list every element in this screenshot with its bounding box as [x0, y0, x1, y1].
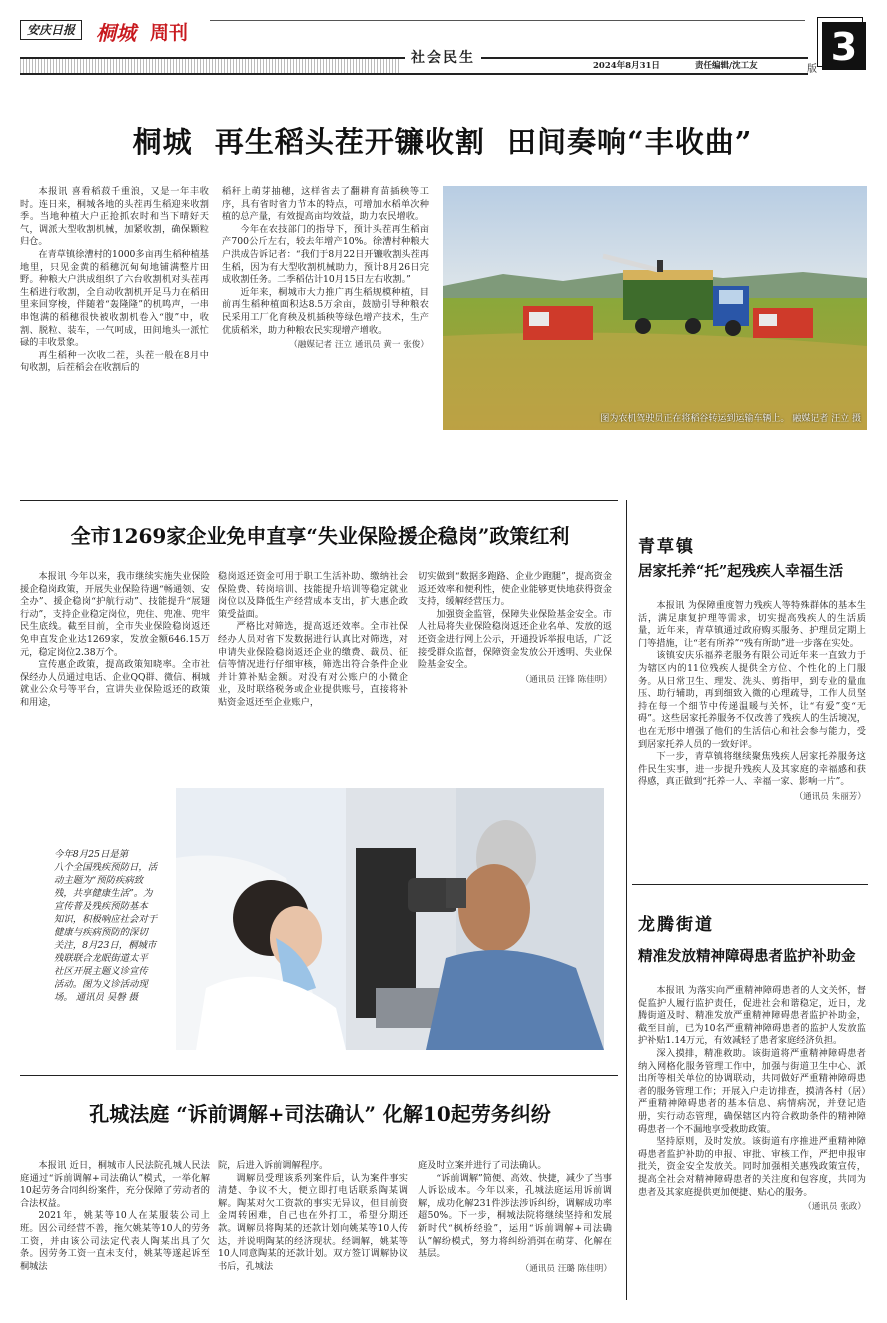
- photo2-caption-line: 今年8月25日是第: [54, 849, 129, 860]
- article2-paragraph: 加强资金监管，保障失业保险基金安全。市人社局将失业保险稳岗返还企业名单、发放的返还资金进行网上公示，开通投诉举报电话，广泛接受群众监督，保障资金发放公开透明、失业保险基金安全。: [418, 608, 612, 671]
- editor-credit: 责任编辑/沈工友: [692, 59, 761, 71]
- article1-col1: [20, 186, 209, 375]
- sidebar2-place: 龙腾街道: [638, 915, 714, 935]
- article3-col3: [418, 1160, 612, 1275]
- sidebar1-headline: 居家托养“托”起残疾人幸福生活: [638, 563, 844, 580]
- article2-byline: （通讯员 汪锋 陈佳明）: [520, 674, 612, 685]
- sidebar1-byline: （通讯员 朱丽芳）: [794, 791, 866, 802]
- sidebar1-place: 青草镇: [638, 537, 695, 557]
- article2-paragraph: 宣传惠企政策，提高政策知晓率。全市社保经办人员通过电话、企业QQ群、微信、桐城就业公众号等平台，宣讲失业保险返还的政策和用途，: [20, 659, 210, 708]
- article3-headline: 孔城法庭 “诉前调解+司法确认” 化解10起劳务纠纷: [89, 1102, 551, 1126]
- section-name: 社会民生: [405, 47, 481, 67]
- article2-col3: [418, 571, 612, 686]
- article3-col1: [20, 1160, 210, 1273]
- photo2-caption-line: 健康与疾病预防的深切: [54, 927, 148, 938]
- photo2-caption-line: 残联联合龙眠街道太平: [54, 953, 148, 964]
- article3-paragraph: 庭及时立案并进行了司法确认。: [418, 1160, 547, 1171]
- article1-byline: （融媒记者 汪立 通讯员 黄一 张俊）: [289, 340, 429, 351]
- article2-headline: 全市1269家企业免申直享“失业保险援企稳岗”政策红利: [70, 524, 570, 548]
- article3-paragraph: 院，后进入诉前调解程序。: [218, 1160, 329, 1171]
- article3-paragraph: 2021年，姚某等10人在某服装公司上班。因公司经营不善，拖欠姚某等10人的劳务工资，并由该公司法定代表人陶某出具了欠条。因劳务工资一直未支付，姚某等遂起诉至桐城法: [20, 1210, 210, 1272]
- paper-logo: 安庆日报: [20, 20, 82, 40]
- photo2-caption-box: [54, 848, 162, 1004]
- eye-exam-photo-image: [176, 788, 604, 1050]
- edition-name: 桐城: [96, 21, 136, 45]
- article2-paragraph: 切实做到“数据多跑路、企业少跑腿”，提高资金返还效率和便利性，使企业能够更快地获得资金支持，缓解经营压力。: [418, 571, 612, 608]
- sidebar2-paragraph: 本报讯 为落实向严重精神障碍患者的人文关怀，督促监护人履行监护责任，促进社会和谐稳定，近日，龙腾街道及时、精准发放严重精神障碍患者监护补助金，截至目前，已为10名严重精神障碍患者的监护人发放监护补贴1.14万元，有效减轻了患者家庭经济负担。: [638, 985, 866, 1047]
- article1-divider: [20, 500, 618, 501]
- page-number-box: [822, 22, 866, 70]
- article1-paragraph: 稻秆上萌芽抽穗，这样省去了翻耕育苗插秧等工序，具有省时省力节本的特点，可增加水稻单次种植的总产量，有效提高亩均效益，助力农民增收。: [222, 186, 429, 223]
- photo2-caption-line: 八个全国残疾预防日，活: [54, 862, 158, 873]
- harvest-photo-caption: 图为农机驾驶员正在将稻谷转运到运输车辆上。 融媒记者 汪立 摄: [600, 414, 861, 424]
- article1-col2: [222, 186, 429, 352]
- article1-paragraph: 近年来，桐城市大力推广再生稻规模种植，目前再生稻种植面积达8.5万余亩，鼓励引导种粮农民采用工厂化育秧及机插秧等绿色增产技术，生产优质稻米，助力种粮农民实现增产增收。: [222, 286, 429, 336]
- masthead: [0, 0, 887, 80]
- article3-divider: [20, 1075, 618, 1076]
- sidebar2-byline: （通讯员 张政）: [803, 1202, 866, 1213]
- photo2-caption-line: 活动。图为义诊活动现: [54, 979, 148, 990]
- eye-exam-photo: [176, 788, 604, 1050]
- article2-paragraph: 严格比对筛选，提高返还效率。全市社保经办人员对省下发数据进行认真比对筛选，对申请失业保险稳岗返还企业的缴费、裁员、征信等情况进行仔细审核，筛选出符合条件企业并计算补贴金额。对没有对公账户的小微企业，及时联络税务或企业提供账号，直接将补贴资金返还至企业账户，: [218, 621, 408, 708]
- sidebar2-body: [638, 985, 866, 1214]
- harvest-photo: [443, 186, 867, 430]
- article3-paragraph: 调解员受理该系列案件后，认为案件事实清楚、争议不大，便立即打电话联系陶某调解。陶某对欠工资款的事实无异议，但目前资金周转困难，自己也在外打工，希望分期还款。调解员将陶某的还款计划向姚某等10人传达，并说明陶某的经济现状。经调解，姚某等10人同意陶某的还款计划。双方签订调解协议书后，孔城法: [218, 1172, 408, 1272]
- page-label: 版: [807, 64, 817, 75]
- article3-paragraph: “诉前调解”简便、高效、快捷，减少了当事人诉讼成本。今年以来，孔城法庭运用诉前调解，成功化解231件涉法涉诉纠纷，调解成功率超50%。下一步，桐城法院将继续坚持和发展新时代“枫桥经验”，运用“诉前调解+司法确认”解纷模式，努力将纠纷消弭在萌芽、化解在基层。: [418, 1172, 612, 1260]
- masthead-thin-rule: [210, 20, 805, 21]
- edition-suffix: 周刊: [150, 22, 189, 44]
- photo2-caption-line: 动主题为“预防疾病致: [54, 875, 144, 886]
- article3-col2: [218, 1160, 408, 1273]
- page-number: 3: [830, 25, 858, 69]
- article2-paragraph: 稳岗返还资金可用于职工生活补助、缴纳社会保险费、转岗培训、技能提升培训等稳定就业岗位以及降低生产经营成本支出，扩大惠企政策受益面。: [218, 571, 408, 620]
- photo2-caption-line: 知识，积极响应社会对于: [54, 914, 158, 925]
- photo2-caption-line: 宣传普及残疾预防基本: [54, 901, 148, 912]
- sidebar-divider: [632, 884, 868, 885]
- article3-paragraph: 本报讯 近日，桐城市人民法院孔城人民法庭通过“诉前调解+司法确认”模式，一举化解10起劳务合同纠纷案件，充分保障了劳动者的合法权益。: [20, 1160, 210, 1209]
- article2-paragraph: 本报讯 今年以来，我市继续实施失业保险援企稳岗政策，开展失业保险待遇“畅通领、安全办”、援企稳岗“护航行动”、技能提升“展翅行动”，支持企业稳定岗位，兜住、兜准、兜牢民生底线。截至目前，全市失业保险稳岗返还免申直发企业达1269家，发放金额646.15万元，稳定岗位2.38万个。: [20, 571, 210, 658]
- harvest-photo-image: [443, 186, 867, 430]
- article1-paragraph: 在青草镇徐漕村的1000多亩再生稻种植基地里，只见金黄的稻穗沉甸甸地铺满整片田野。种粮大户洪成组织了六台收割机对头茬再生稻进行收割，全自动收割机开足马力在稻田里来回穿梭，伴随着“轰隆隆”的机鸣声，一串串饱满的稻穗很快被收割机卷入“腹”中，收割、脱粒、装车，一气呵成，田间地头一派忙碌的丰收景象。: [20, 248, 209, 349]
- photo2-caption-line: 场。 通讯员 吴磐 摄: [54, 992, 138, 1003]
- sidebar1-paragraph: 该镇安庆乐福养老服务有限公司近年来一直致力于为辖区内的11位残疾人提供全方位、个性化的上门服务。从日常卫生、理发、洗头、剪指甲，到专业的量血压、助行辅助，再到细致入微的心理疏导，工作人员坚持在每一个细节中传递温暖与关怀，让“有爱”变“无碍”。这些居家托养服务不仅改善了残疾人的生活境况，也在无形中增强了他们的生活信心和社会参与能力，受到居家托养人员的一致好评。: [638, 650, 866, 750]
- sidebar1-paragraph: 本报讯 为保障重度智力残疾人等特殊群体的基本生活，满足康复护理等需求，切实提高残疾人的生活质量，近年来，青草镇通过政府购买服务、护理员定期上门等措施，让“老有所养”“残有所助”进一步落在实处。: [638, 600, 866, 649]
- article1-paragraph: 再生稻种一次收二茬，头茬一般在8月中旬收割，后茬稻会在收割后的: [20, 349, 209, 374]
- sidebar1-body: [638, 600, 866, 804]
- photo2-caption-line: 残，共享健康生活”。为: [54, 888, 153, 899]
- article2-col2: [218, 571, 408, 710]
- photo2-caption-line: 关注，8月23日，桐城市: [54, 940, 157, 951]
- photo2-caption-line: 社区开展主题义诊宣传: [54, 966, 148, 977]
- sidebar2-paragraph: 坚持原则，及时发放。该街道有序推进严重精神障碍患者监护补助的申报、审批、审核工作，严把申报审批关，资金安全发放关。同时加强相关惠残政策宣传，提高全社会对精神障碍患者的关注度和包容度，共同为患者及其家庭提供更加便捷、贴心的服务。: [638, 1136, 866, 1198]
- masthead-pattern: [20, 59, 400, 73]
- article1-paragraph: 今年在农技部门的指导下，预计头茬再生稻亩产700公斤左右，较去年增产10%。徐漕村种粮大户洪成告诉记者：“我们于8月22日开镰收割头茬再生稻，因为有大型收割机械助力，预计8月26日完成收割任务。二季稻估计10月15日左右收割。”: [222, 223, 429, 286]
- article3-byline: （通讯员 汪璐 陈佳明）: [520, 1263, 612, 1274]
- sidebar2-paragraph: 深入摸排，精准救助。该街道将严重精神障碍患者纳入网格化服务管理工作中，加强与街道卫生中心、派出所等相关单位的协调联动，共同做好严重精神障碍患者的服务管理工作；开展入户走访排查，摸清各村（居）严重精神障碍患者的基本信息、病情病况，并登记造册，实行动态管理，确保辖区内符合救助条件的精神障碍患者一个不漏地享受救助政策。: [638, 1047, 866, 1135]
- sidebar1-paragraph: 下一步，青草镇将继续聚焦残疾人居家托养服务这件民生实事，进一步提升残疾人及其家庭的幸福感和获得感，真正做到“托养一人、幸福一家、影响一片”。: [638, 751, 866, 788]
- article2-col1: [20, 571, 210, 710]
- article1-headline: 桐城 再生稻头茬开镰收割 田间奏响“丰收曲”: [132, 125, 753, 159]
- issue-date: 2024年8月31日: [590, 59, 663, 71]
- article1-paragraph: 本报讯 喜看稻菽千重浪，又是一年丰收时。连日来，桐城各地的头茬再生稻迎来收割季。当地种植大户正抢抓农时和当下晴好天气，调派大型收割机械，加紧收割，确保颗粒归仓。: [20, 186, 209, 248]
- sidebar2-headline: 精准发放精神障碍患者监护补助金: [638, 948, 856, 965]
- sidebar-vertical-rule: [626, 500, 627, 1300]
